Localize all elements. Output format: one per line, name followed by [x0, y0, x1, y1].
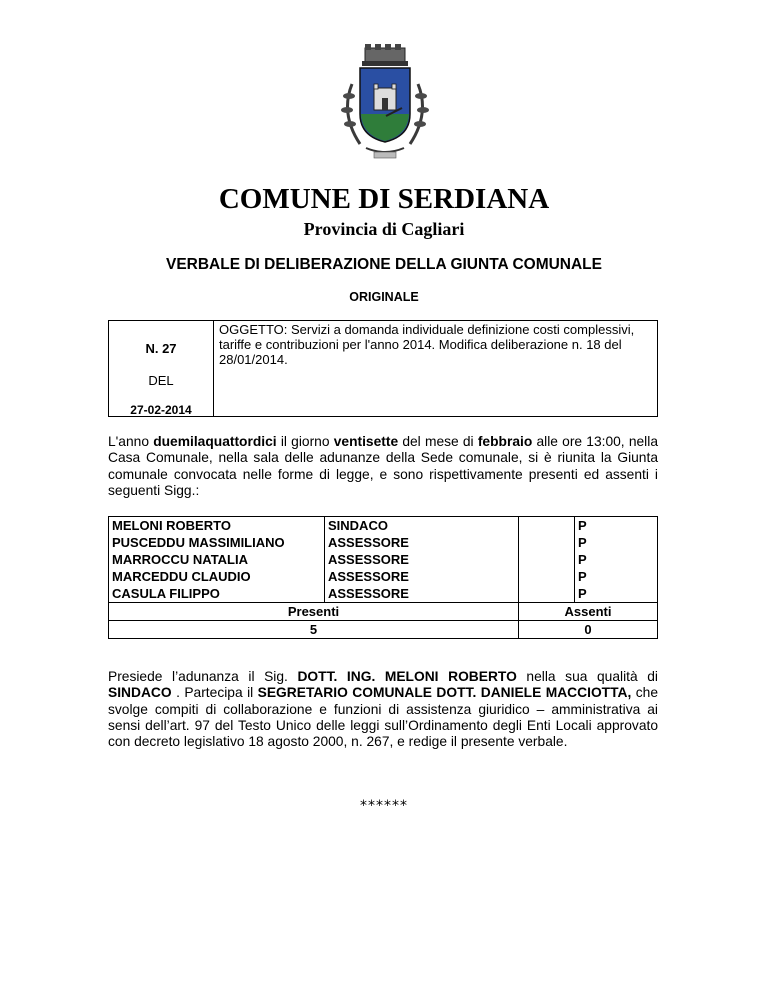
- member-status: P: [575, 568, 658, 585]
- table-row: [109, 551, 658, 568]
- intro-text-3: del mese di: [398, 434, 478, 449]
- intro-text-4: alle ore 13:00, nella Casa Comunale, nella sala delle adunanze della Sede comunale, si è riunita la Giunta comunale convocata nelle forme di legge, e sono rispettivamente presenti ed assenti i seguenti Sigg.:: [108, 434, 658, 498]
- presenti-label: Presenti: [109, 603, 519, 621]
- coat-of-arms-image: [322, 44, 448, 160]
- comune-title: COMUNE DI SERDIANA: [218, 183, 550, 215]
- intro-text-1: L'anno: [108, 434, 154, 449]
- member-status: P: [575, 551, 658, 568]
- empty-cell: [519, 517, 575, 535]
- segretario-name: SEGRETARIO COMUNALE DOTT. DANIELE MACCIOTTA,: [257, 685, 632, 701]
- intro-mese: febbraio: [477, 434, 533, 449]
- member-name: MELONI ROBERTO: [109, 517, 325, 535]
- presenze-table: [108, 516, 658, 639]
- member-name: MARROCCU NATALIA: [109, 551, 325, 568]
- totals-label-row: [109, 603, 658, 621]
- box-divider: [213, 321, 214, 416]
- del-label: DEL: [148, 373, 174, 388]
- member-status: P: [575, 534, 658, 551]
- member-name: MARCEDDU CLAUDIO: [109, 568, 325, 585]
- intro-anno: duemilaquattordici: [153, 434, 277, 449]
- presidenza-text-1: Presiede l’adunanza il Sig.: [108, 669, 298, 684]
- totals-value-row: [109, 621, 658, 639]
- presidenza-paragraph: [108, 669, 658, 750]
- table-row: [109, 534, 658, 551]
- presidente-qualita: SINDACO: [108, 685, 172, 701]
- member-name: CASULA FILIPPO: [109, 585, 325, 603]
- intro-text-2: il giorno: [276, 434, 334, 449]
- member-role: ASSESSORE: [325, 551, 519, 568]
- empty-cell: [519, 534, 575, 551]
- delibera-header-box: [108, 320, 658, 417]
- oggetto-text: OGGETTO: Servizi a domanda individuale definizione costi complessivi, tariffe e contribuzioni per l'anno 2014. Modifica deliberazione n. 18 del 28/01/2014.: [219, 322, 635, 367]
- empty-cell: [519, 568, 575, 585]
- originale-label: ORIGINALE: [349, 290, 419, 304]
- table-row: [109, 568, 658, 585]
- assenti-label: Assenti: [519, 603, 658, 621]
- empty-cell: [519, 551, 575, 568]
- verbale-heading: VERBALE DI DELIBERAZIONE DELLA GIUNTA COMUNALE: [165, 256, 602, 273]
- member-name: PUSCEDDU MASSIMILIANO: [109, 534, 325, 551]
- empty-cell: [519, 585, 575, 603]
- member-status: P: [575, 585, 658, 603]
- assenti-count: 0: [519, 621, 658, 639]
- member-status: P: [575, 517, 658, 535]
- member-role: ASSESSORE: [325, 568, 519, 585]
- delibera-number: N. 27: [145, 341, 177, 356]
- table-row: [109, 517, 658, 535]
- presidenza-text-2: nella sua qualità di: [516, 669, 658, 684]
- end-separator: ******: [360, 798, 408, 814]
- member-role: SINDACO: [325, 517, 519, 535]
- member-role: ASSESSORE: [325, 534, 519, 551]
- presidenza-text-3: . Partecipa il: [171, 685, 258, 701]
- delibera-date: 27-02-2014: [130, 403, 192, 417]
- table-row: [109, 585, 658, 603]
- intro-giorno: ventisette: [333, 434, 399, 449]
- provincia-subtitle: Provincia di Cagliari: [303, 219, 465, 239]
- presidenza-text-4: che svolge compiti di collaborazione e funzioni di assistenza giuridico – amministrativa ai sensi dell’art. 97 del Testo Unico delle leggi sull’Ordinamento degli Enti Locali approvato con decreto legislativo 18 agosto 2000, n. 267, e redige il presente verbale.: [108, 685, 658, 750]
- member-role: ASSESSORE: [325, 585, 519, 603]
- presidente-name: DOTT. ING. MELONI ROBERTO: [297, 669, 517, 684]
- presenti-count: 5: [109, 621, 519, 639]
- intro-paragraph: [108, 434, 658, 499]
